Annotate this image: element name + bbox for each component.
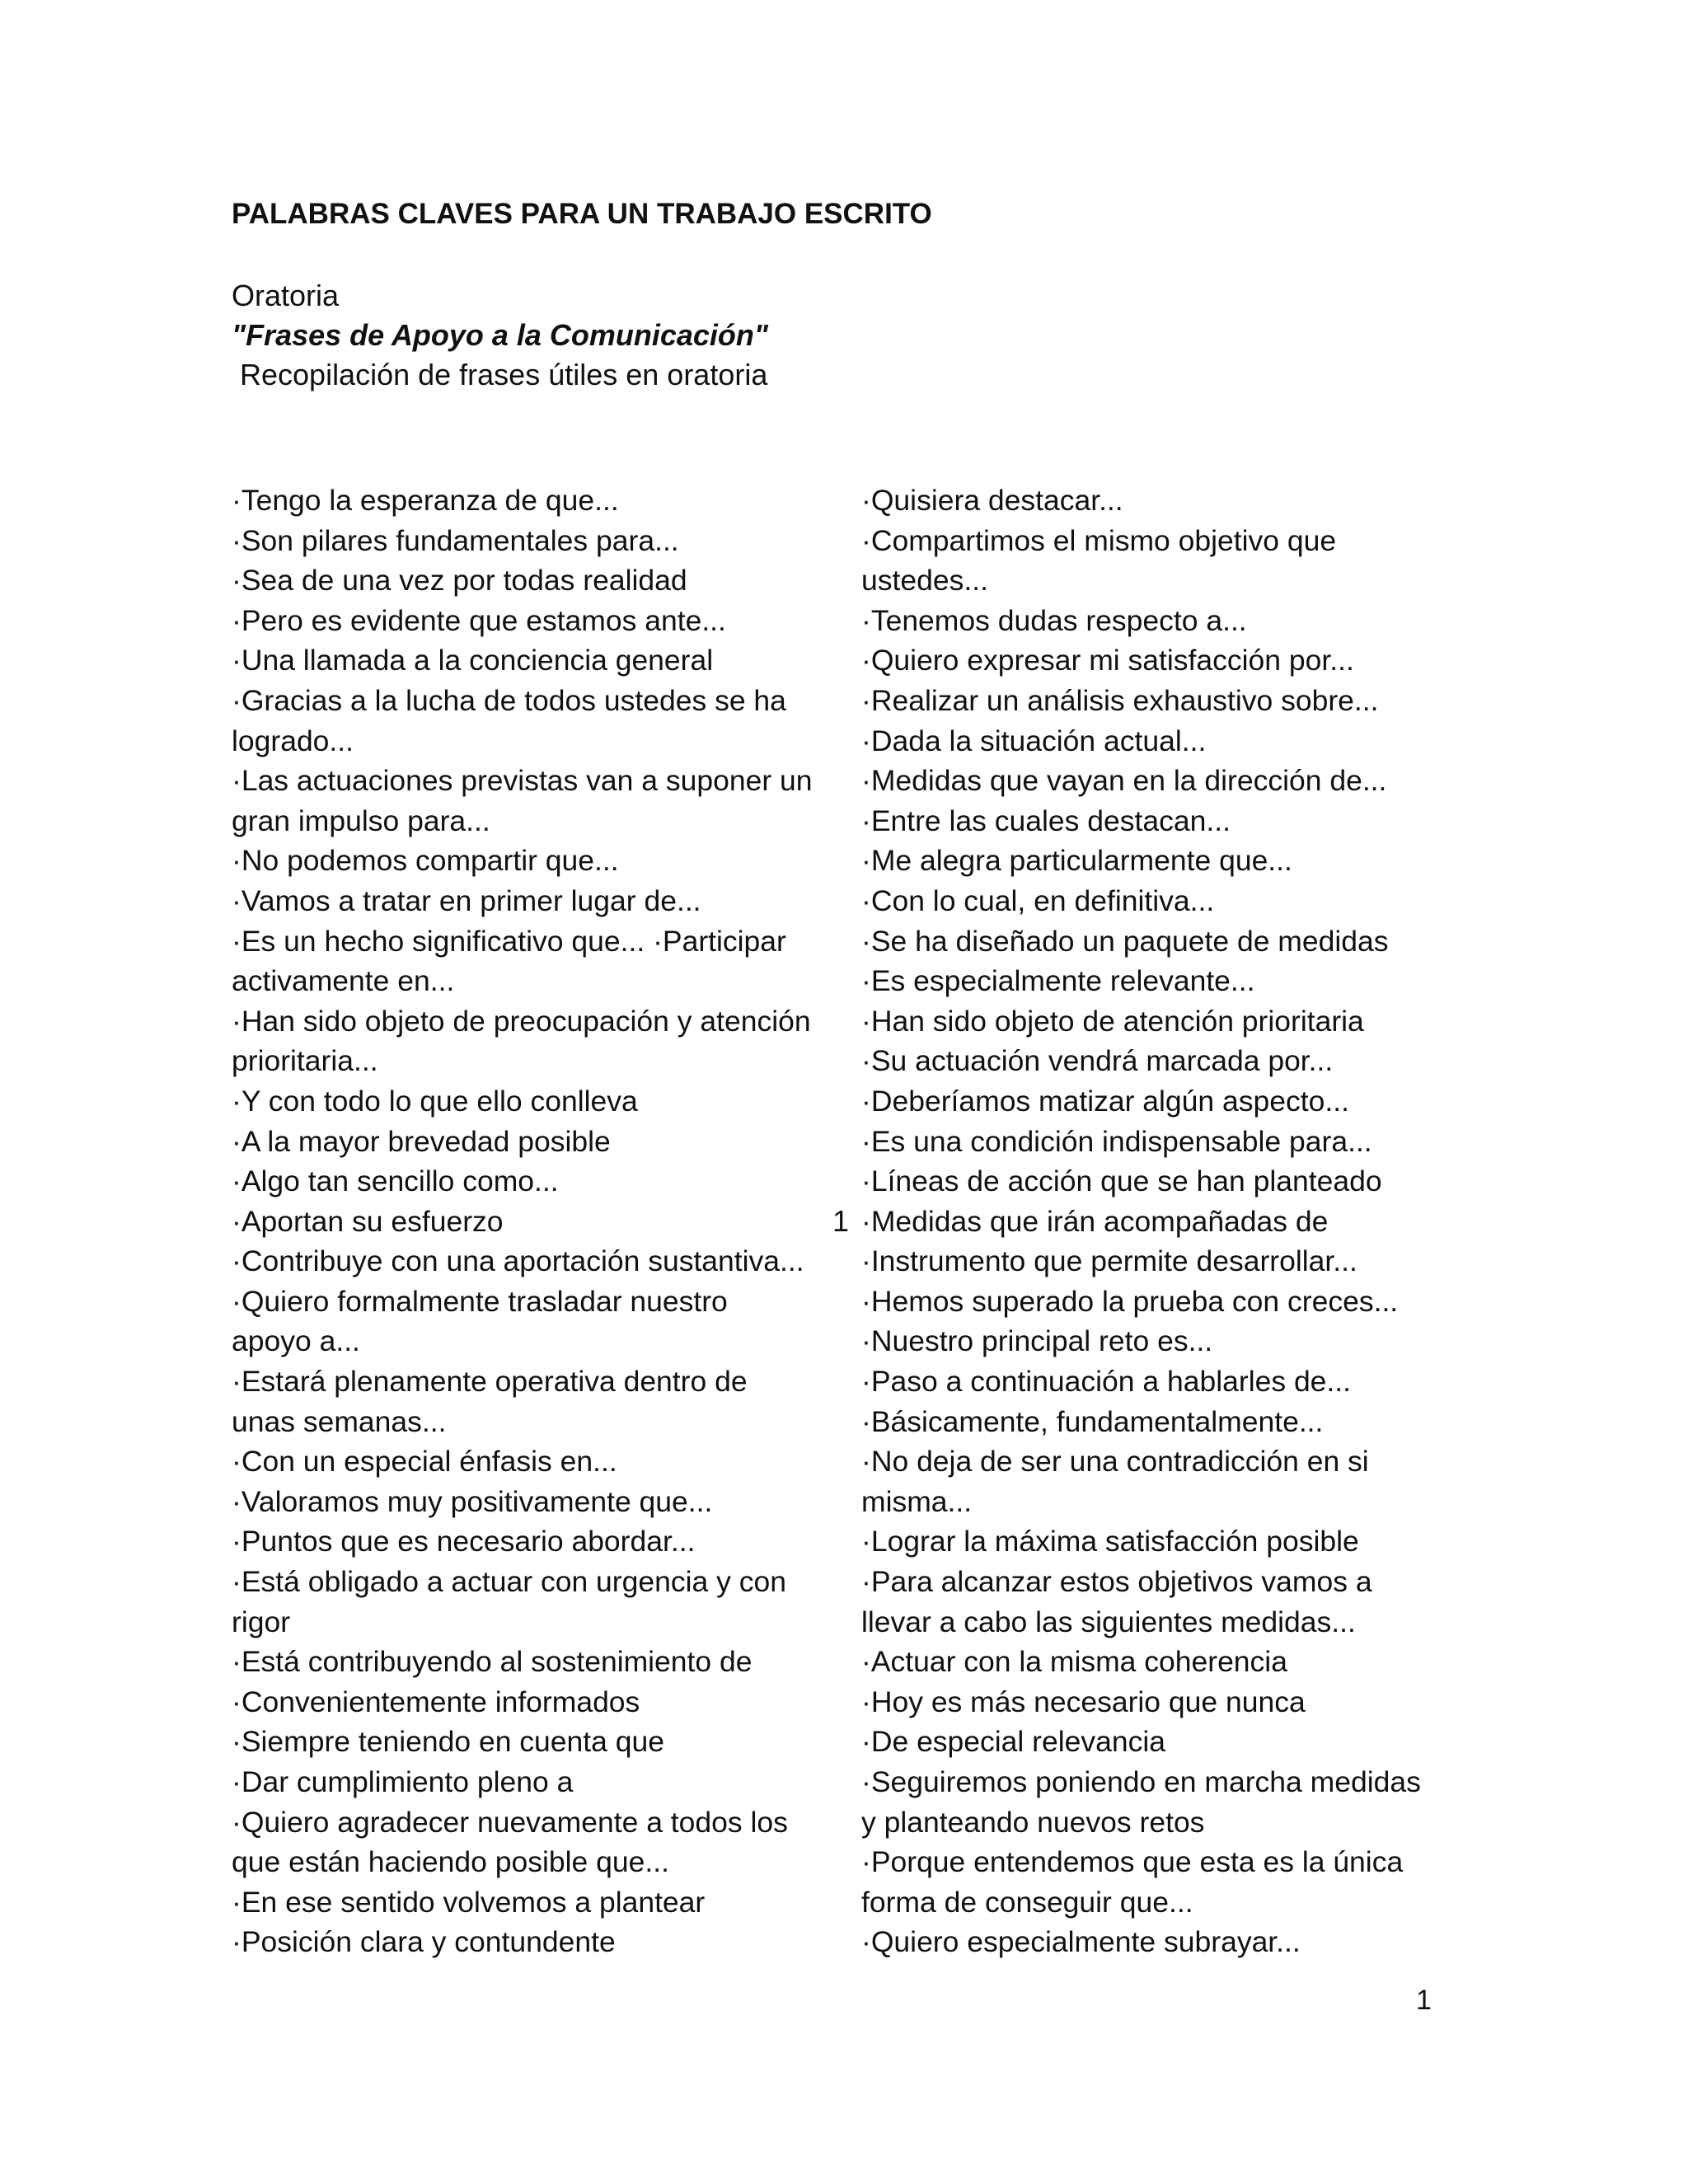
phrase-line: ·Porque entendemos que esta es la única	[861, 1845, 1404, 1879]
subject-heading: Oratoria	[232, 279, 340, 312]
phrase-line: ·Para alcanzar estos objetivos vamos a	[861, 1565, 1372, 1599]
phrase-line: ·Valoramos muy positivamente que...	[232, 1484, 713, 1518]
phrase-line: ·Dar cumplimiento pleno a	[232, 1765, 574, 1798]
phrase-line: ·Líneas de acción que se han planteado	[861, 1165, 1382, 1198]
phrase-line: ·Son pilares fundamentales para...	[232, 523, 679, 557]
phrase-line: ·De especial relevancia	[861, 1725, 1165, 1759]
phrase-line: ·Se ha diseñado un paquete de medidas	[861, 924, 1389, 958]
phrase-line: ·Han sido objeto de preocupación y atención	[232, 1004, 811, 1038]
phrase-line: ·Estará plenamente operativa dentro de	[232, 1365, 748, 1399]
phrase-line: activamente en...	[232, 964, 455, 998]
phrase-line: ·A la mayor brevedad posible	[232, 1124, 611, 1158]
phrase-line: ·Vamos a tratar en primer lugar de...	[232, 883, 701, 917]
phrase-line: ·Es una condición indispensable para...	[861, 1124, 1372, 1158]
phrase-line: ·No podemos compartir que...	[232, 844, 619, 878]
phrase-line: ustedes...	[861, 564, 988, 598]
phrase-line: ·Me alegra particularmente que...	[861, 844, 1292, 878]
phrase-line: ·Compartimos el mismo objetivo que	[861, 523, 1337, 557]
phrase-line: forma de conseguir que...	[861, 1885, 1193, 1919]
phrase-line: logrado...	[232, 724, 354, 757]
phrase-line: ·Nuestro principal reto es...	[861, 1324, 1213, 1358]
phrase-line: ·Quiero expresar mi satisfacción por...	[861, 644, 1354, 677]
phrase-line: ·Tenemos dudas respecto a...	[861, 603, 1247, 637]
phrase-line: ·Hemos superado la prueba con creces...	[861, 1284, 1399, 1318]
inline-footnote-mark: 1	[832, 1204, 850, 1238]
phrase-line: ·Quiero agradecer nuevamente a todos los	[232, 1805, 788, 1839]
phrase-line: ·Hoy es más necesario que nunca	[861, 1685, 1306, 1718]
phrase-line: ·Dada la situación actual...	[861, 724, 1207, 757]
phrase-line: ·Entre las cuales destacan...	[861, 804, 1231, 837]
document-title: PALABRAS CLAVES PARA UN TRABAJO ESCRITO	[232, 198, 932, 230]
phrase-line: ·Quiero formalmente trasladar nuestro	[232, 1284, 728, 1318]
page-number: 1	[1416, 1985, 1432, 2016]
phrase-line: ·Medidas que vayan en la dirección de...	[861, 764, 1387, 798]
phrase-line: ·Medidas que irán acompañadas de	[861, 1204, 1329, 1238]
phrase-line: ·Es un hecho significativo que... ·Participar	[232, 924, 786, 958]
phrase-line: que están haciendo posible que...	[232, 1845, 669, 1879]
phrase-line: ·Deberíamos matizar algún aspecto...	[861, 1084, 1349, 1118]
phrase-line: ·Aportan su esfuerzo	[232, 1204, 504, 1238]
phrase-line: ·Tengo la esperanza de que...	[232, 484, 619, 517]
phrase-line: y planteando nuevos retos	[861, 1805, 1205, 1839]
phrase-line: gran impulso para...	[232, 804, 490, 837]
quote-title: "Frases de Apoyo a la Comunicación"	[232, 318, 768, 352]
phrase-line: rigor	[232, 1605, 291, 1638]
phrase-line: misma...	[861, 1484, 973, 1518]
phrase-line: ·Es especialmente relevante...	[861, 964, 1255, 998]
phrase-line: ·Está contribuyendo al sostenimiento de	[232, 1645, 753, 1679]
phrase-line: ·Han sido objeto de atención prioritaria	[861, 1004, 1364, 1038]
phrase-line: ·Con un especial énfasis en...	[232, 1445, 617, 1479]
phrase-line: ·Y con todo lo que ello conlleva	[232, 1084, 638, 1118]
phrase-line: ·En ese sentido volvemos a plantear	[232, 1885, 706, 1919]
phrase-line: ·Las actuaciones previstas van a suponer un	[232, 764, 813, 798]
phrase-line: prioritaria...	[232, 1044, 378, 1078]
phrase-line: ·Siempre teniendo en cuenta que	[232, 1725, 664, 1759]
phrase-line: ·Seguiremos poniendo en marcha medidas	[861, 1765, 1421, 1798]
phrase-line: ·Actuar con la misma coherencia	[861, 1645, 1287, 1679]
phrase-line: ·Sea de una vez por todas realidad	[232, 564, 687, 598]
phrase-line: ·Está obligado a actuar con urgencia y con	[232, 1565, 786, 1599]
phrase-line: ·Posición clara y contundente	[232, 1925, 616, 1959]
phrase-line: llevar a cabo las siguientes medidas...	[861, 1605, 1356, 1638]
phrase-line: ·Una llamada a la conciencia general	[232, 644, 714, 677]
phrase-line: ·Puntos que es necesario abordar...	[232, 1525, 696, 1558]
compilation-note: Recopilación de frases útiles en oratoria	[232, 358, 768, 391]
phrase-line: ·Quisiera destacar...	[861, 484, 1123, 517]
phrase-line: ·Con lo cual, en definitiva...	[861, 883, 1215, 917]
phrase-line: ·Instrumento que permite desarrollar...	[861, 1244, 1357, 1278]
phrase-line: ·Realizar un análisis exhaustivo sobre...	[861, 683, 1379, 717]
right-phrase-list	[861, 480, 1455, 1962]
left-phrase-list	[232, 480, 842, 1962]
phrase-line: ·Contribuye con una aportación sustantiva...	[232, 1244, 804, 1278]
phrase-line: apoyo a...	[232, 1324, 360, 1358]
phrase-line: ·No deja de ser una contradicción en si	[861, 1445, 1369, 1479]
phrase-line: ·Su actuación vendrá marcada por...	[861, 1044, 1334, 1078]
phrase-line: ·Lograr la máxima satisfacción posible	[861, 1525, 1359, 1558]
phrase-line: ·Paso a continuación a hablarles de...	[861, 1365, 1352, 1399]
phrase-line: unas semanas...	[232, 1404, 447, 1438]
phrase-line: ·Pero es evidente que estamos ante...	[232, 603, 726, 637]
phrase-line: ·Gracias a la lucha de todos ustedes se ha	[232, 683, 786, 717]
phrase-line: ·Algo tan sencillo como...	[232, 1165, 559, 1198]
phrase-line: ·Convenientemente informados	[232, 1685, 640, 1718]
phrase-line: ·Básicamente, fundamentalmente...	[861, 1404, 1324, 1438]
phrase-line: ·Quiero especialmente subrayar...	[861, 1925, 1301, 1959]
